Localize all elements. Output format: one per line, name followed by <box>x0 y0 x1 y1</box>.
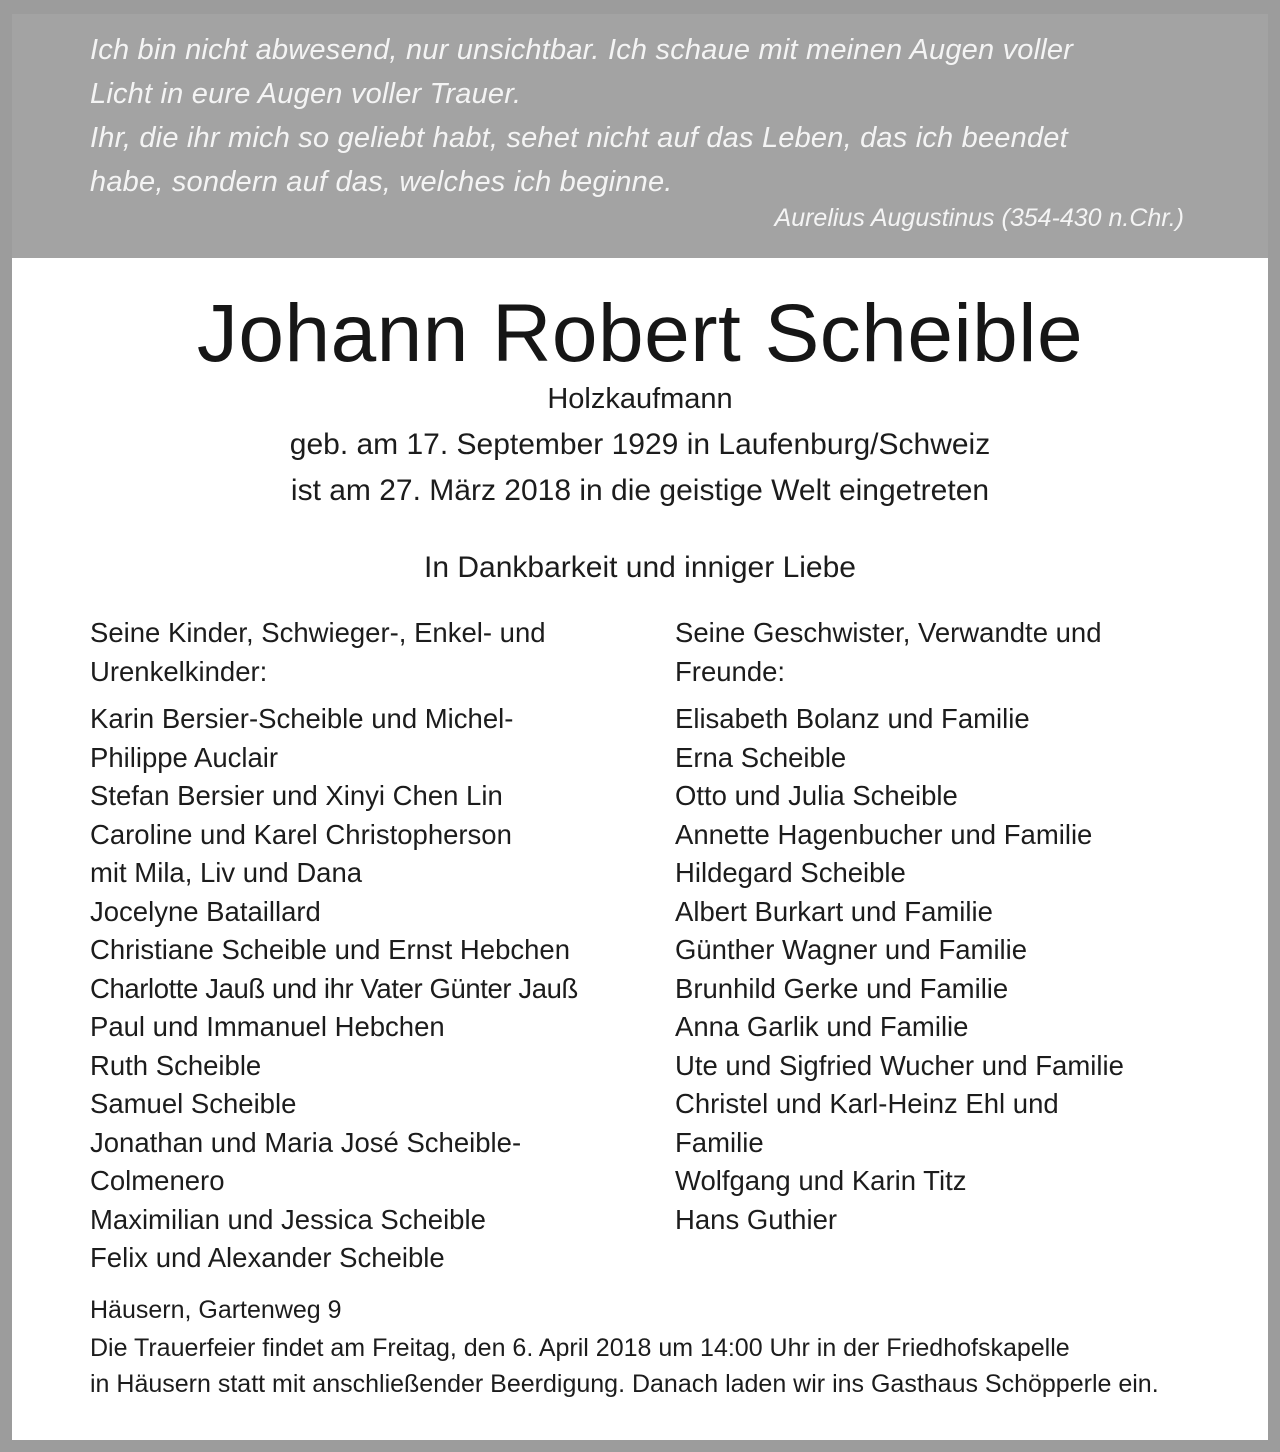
mourner-name: Anna Garlik und Familie <box>675 1011 969 1042</box>
intro-line: Seine Geschwister, Verwandte und <box>675 617 1102 648</box>
address: Häusern, Gartenweg 9 <box>90 1296 342 1324</box>
mourner-name: Maximilian und Jessica Scheible <box>90 1203 486 1235</box>
mourner-name: Samuel Scheible <box>90 1088 297 1119</box>
mourner-name: Karin Bersier-Scheible und Michel- <box>90 703 514 734</box>
intro-line: Freunde: <box>675 655 786 687</box>
mourner-name: Hans Guthier <box>675 1203 838 1235</box>
mourner-name: Annette Hagenbucher und Familie <box>675 818 1093 850</box>
quote-line: Ich bin nicht abwesend, nur unsichtbar. Ich schaue mit meinen Augen voller <box>90 34 1074 66</box>
mourner-name: Caroline und Karel Christopherson <box>90 818 512 850</box>
quote-line: habe, sondern auf das, welches ich beginne. <box>90 166 673 198</box>
mourner-name: mit Mila, Liv und Dana <box>90 857 363 888</box>
mourner-name: Philippe Auclair <box>90 741 279 773</box>
mourner-name: Erna Scheible <box>675 741 847 773</box>
quote-box <box>12 14 1268 258</box>
mourners-right-column <box>675 614 1255 1239</box>
mourner-name: Paul und Immanuel Hebchen <box>90 1011 445 1042</box>
mourner-name: Brunhild Gerke und Familie <box>675 972 1009 1004</box>
mourner-name: Otto und Julia Scheible <box>675 780 958 811</box>
mourner-name: Charlotte Jauß und ihr Vater Günter Jauß <box>90 972 578 1004</box>
deceased-name: Johann Robert Scheible <box>196 288 1084 379</box>
intro-line: Seine Kinder, Schwieger-, Enkel- und <box>90 617 546 648</box>
ceremony-notice <box>90 1330 1159 1402</box>
mourners-left-intro <box>90 614 660 691</box>
quote-text <box>90 28 1200 204</box>
intro-line: Urenkelkinder: <box>90 655 268 687</box>
mourner-name: Christiane Scheible und Ernst Hebchen <box>90 934 571 965</box>
mourner-name: Günther Wagner und Familie <box>675 934 1028 965</box>
ceremony-line: in Häusern statt mit anschließender Beerdigung. Danach laden wir ins Gasthaus Schöpperle ein. <box>90 1370 1159 1398</box>
mourner-name: Ruth Scheible <box>90 1049 262 1081</box>
mourners-left-column <box>90 614 660 1278</box>
obituary-card <box>12 14 1268 1440</box>
quote-line: Ihr, die ihr mich so geliebt habt, sehet nicht auf das Leben, das ich beendet <box>90 122 1068 154</box>
mourner-name: Christel und Karl-Heinz Ehl und <box>675 1088 1059 1119</box>
mourner-name: Stefan Bersier und Xinyi Chen Lin <box>90 780 503 811</box>
mourner-name: Wolfgang und Karin Titz <box>675 1165 967 1196</box>
mourner-name: Felix und Alexander Scheible <box>90 1242 445 1273</box>
mourner-name: Ute und Sigfried Wucher und Familie <box>675 1049 1124 1081</box>
mourner-name: Familie <box>675 1126 764 1158</box>
birth-line: geb. am 17. September 1929 in Laufenburg/Schweiz <box>289 428 991 461</box>
mourner-name: Hildegard Scheible <box>675 857 906 888</box>
mourner-name: Albert Burkart und Familie <box>675 895 993 927</box>
mourner-name: Colmenero <box>90 1165 225 1196</box>
mourners-right-intro <box>675 614 1255 691</box>
quote-attribution: Aurelius Augustinus (354-430 n.Chr.) <box>774 204 1184 232</box>
dedication: In Dankbarkeit und inniger Liebe <box>424 551 856 584</box>
mourner-name: Jocelyne Bataillard <box>90 895 321 927</box>
quote-line: Licht in eure Augen voller Trauer. <box>90 78 522 110</box>
deceased-profession: Holzkaufmann <box>547 383 733 415</box>
mourner-name: Jonathan und Maria José Scheible- <box>90 1126 522 1158</box>
mourner-name: Elisabeth Bolanz und Familie <box>675 703 1030 734</box>
death-line: ist am 27. März 2018 in die geistige Welt eingetreten <box>290 474 990 507</box>
ceremony-line: Die Trauerfeier findet am Freitag, den 6. April 2018 um 14:00 Uhr in der Friedhofskapelle <box>90 1334 1070 1362</box>
